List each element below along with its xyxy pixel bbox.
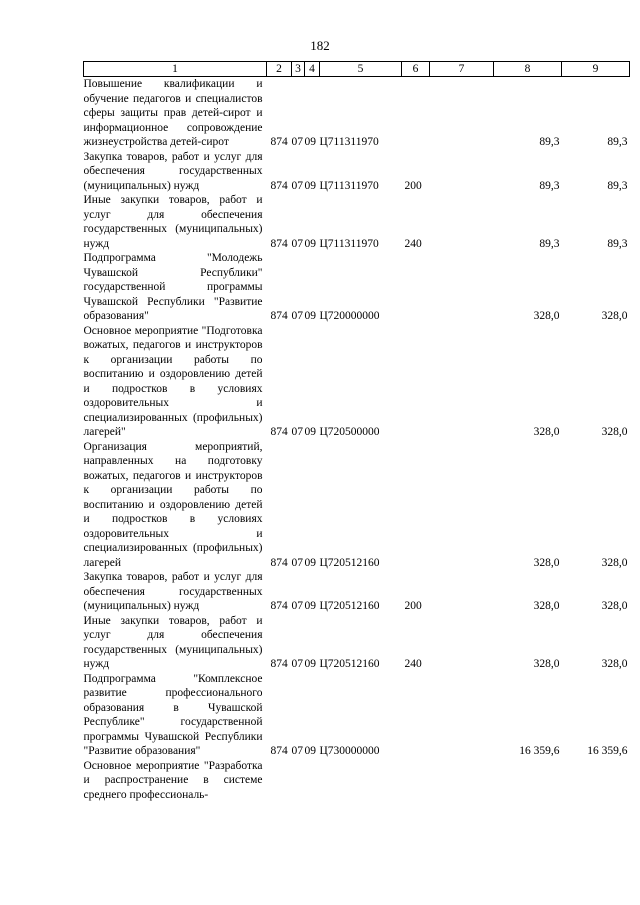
row-target-article: Ц711311970 (319, 179, 379, 192)
header-cell-9: 9 (562, 62, 630, 77)
budget-table (83, 61, 630, 802)
header-cell-4: 4 (305, 62, 320, 77)
row-amount-1: 89,3 (539, 136, 560, 148)
row-amount-2: 16 359,6 (587, 745, 628, 757)
row-expense-type (402, 77, 430, 150)
row-amount-2: 89,3 (607, 179, 628, 192)
row-amount-1: 89,3 (539, 179, 560, 192)
row-ministry-code: 874 (270, 237, 288, 250)
row-amount-2 (562, 759, 630, 803)
row-description: Закупка товаров, работ и услуг для обеспечения государственных (муниципальных) нужд (83, 150, 263, 192)
table-row (84, 193, 630, 251)
row-section-code: 07 (291, 745, 303, 757)
row-description: Повышение квалификации и обучение педагогов и специалистов сферы защиты прав детей-сирот и информационное сопровождение жизнеустройства детей-сирот (83, 78, 263, 148)
row-description: Организация мероприятий, направленных на подготовку вожатых, педагогов и инструкторов к организации работы по воспитанию и оздоровлению детей и подростков в условиях оздоровительных и специализированных (профильных) лагерей (83, 440, 263, 569)
row-amount-2: 328,0 (601, 310, 628, 322)
table-row (84, 77, 630, 150)
row-target-article: Ц720500000 (319, 426, 380, 438)
row-ministry-code (267, 759, 292, 803)
row-col-7 (430, 251, 494, 324)
row-amount-1: 328,0 (533, 556, 560, 569)
table-row (84, 150, 630, 194)
row-expense-type: 200 (404, 600, 422, 612)
row-amount-1: 16 359,6 (519, 745, 560, 757)
row-section-code: 07 (291, 426, 303, 438)
row-amount-2: 89,3 (607, 237, 628, 250)
row-amount-1: 328,0 (533, 310, 560, 322)
row-amount-2: 328,0 (601, 600, 628, 612)
row-amount-1: 328,0 (533, 658, 560, 670)
row-amount-2: 328,0 (601, 426, 628, 438)
row-section-code (292, 759, 305, 803)
row-expense-type (402, 672, 430, 759)
row-target-article: Ц720000000 (319, 310, 380, 322)
row-description: Подпрограмма "Комплексное развитие профессионального образования в Чувашской Республике" государственной программы Чувашской Республики "Развитие образования" (83, 672, 263, 757)
row-expense-type (402, 440, 430, 571)
row-description: Основное мероприятие "Подготовка вожатых, педагогов и инструкторов к организации работы по воспитанию и оздоровлению детей и подростков в условиях оздоровительных и специализированных (профильных) лагерей" (83, 324, 263, 438)
row-target-article: Ц720512160 (319, 600, 380, 612)
row-expense-type: 240 (404, 237, 422, 250)
row-col-7 (430, 324, 494, 440)
row-amount-1: 328,0 (533, 600, 560, 612)
row-ministry-code: 874 (270, 745, 288, 757)
row-amount-2: 89,3 (607, 136, 628, 148)
table-row (84, 614, 630, 672)
row-target-article: Ц720512160 (319, 658, 380, 670)
header-cell-5: 5 (320, 62, 402, 77)
row-section-code: 07 (291, 658, 303, 670)
table-row (84, 324, 630, 440)
row-description: Иные закупки товаров, работ и услуг для обеспечения государственных (муниципальных) нужд (83, 614, 263, 670)
row-section-code: 07 (291, 237, 303, 250)
row-amount-1: 328,0 (533, 426, 560, 438)
table-row (84, 440, 630, 571)
row-subsection-code (305, 759, 320, 803)
row-target-article: Ц730000000 (319, 745, 380, 757)
row-amount-1: 89,3 (539, 237, 560, 250)
row-col-7 (430, 759, 494, 803)
table-row (84, 570, 630, 614)
row-ministry-code: 874 (270, 600, 288, 612)
row-section-code: 07 (291, 310, 303, 322)
row-subsection-code: 09 (304, 426, 316, 438)
row-amount-1 (494, 759, 562, 803)
row-section-code: 07 (291, 179, 303, 192)
row-ministry-code: 874 (270, 426, 288, 438)
row-target-article: Ц720512160 (319, 556, 380, 569)
row-amount-2: 328,0 (601, 658, 628, 670)
row-target-article (320, 759, 402, 803)
row-expense-type (402, 759, 430, 803)
row-description: Основное мероприятие "Разработка и распространение в системе среднего профессиональ- (83, 759, 263, 801)
header-cell-7: 7 (430, 62, 494, 77)
row-subsection-code: 09 (304, 658, 316, 670)
row-amount-2: 328,0 (601, 556, 628, 569)
row-ministry-code: 874 (270, 136, 288, 148)
header-cell-6: 6 (402, 62, 430, 77)
row-description: Подпрограмма "Молодежь Чувашской Республики" государственной программы Чувашской Республики "Развитие образования" (83, 252, 263, 322)
row-expense-type (402, 251, 430, 324)
row-section-code: 07 (291, 136, 303, 148)
row-ministry-code: 874 (270, 556, 288, 569)
row-col-7 (430, 570, 494, 614)
row-expense-type: 200 (404, 179, 422, 192)
row-expense-type: 240 (404, 658, 422, 670)
row-col-7 (430, 672, 494, 759)
table-row (84, 672, 630, 759)
header-cell-3: 3 (292, 62, 305, 77)
row-subsection-code: 09 (304, 310, 316, 322)
row-col-7 (430, 614, 494, 672)
table-row (84, 759, 630, 803)
header-row (84, 62, 630, 77)
row-section-code: 07 (291, 600, 303, 612)
header-cell-8: 8 (494, 62, 562, 77)
header-cell-2: 2 (267, 62, 292, 77)
row-ministry-code: 874 (270, 310, 288, 322)
row-section-code: 07 (291, 556, 303, 569)
row-target-article: Ц711311970 (319, 136, 379, 148)
row-expense-type (402, 324, 430, 440)
row-col-7 (430, 150, 494, 194)
row-ministry-code: 874 (270, 658, 288, 670)
row-subsection-code: 09 (304, 179, 316, 192)
header-cell-1: 1 (84, 62, 267, 77)
row-ministry-code: 874 (270, 179, 288, 192)
row-subsection-code: 09 (304, 136, 316, 148)
table-row (84, 251, 630, 324)
row-description: Закупка товаров, работ и услуг для обеспечения государственных (муниципальных) нужд (83, 571, 263, 612)
row-col-7 (430, 193, 494, 251)
row-subsection-code: 09 (304, 600, 316, 612)
row-subsection-code: 09 (304, 237, 316, 250)
row-col-7 (430, 440, 494, 571)
row-subsection-code: 09 (304, 745, 316, 757)
row-subsection-code: 09 (304, 556, 316, 569)
page-number: 182 (310, 38, 330, 53)
row-col-7 (430, 77, 494, 150)
row-description: Иные закупки товаров, работ и услуг для обеспечения государственных (муниципальных) нужд (83, 194, 263, 250)
row-target-article: Ц711311970 (319, 237, 379, 250)
